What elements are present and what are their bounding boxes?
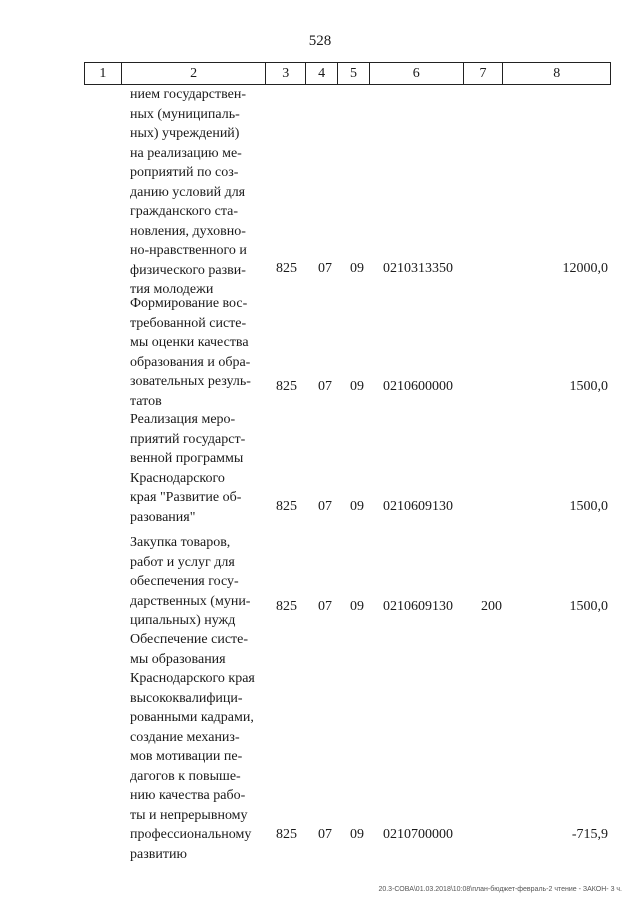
row-pr: 09: [350, 827, 364, 842]
row-name-line: Краснодарского: [130, 470, 225, 486]
row-pr: 09: [350, 379, 364, 394]
row-name-line: дагогов к повыше-: [130, 768, 241, 784]
row-name-line: высококвалифици-: [130, 690, 243, 706]
row-sum: -715,9: [571, 827, 608, 842]
row-name-line: на реализацию ме-: [130, 145, 242, 161]
row-name-line: обеспечения госу-: [130, 574, 239, 589]
header-col-8: 8: [553, 66, 561, 81]
row-name-line: тия молодежи: [130, 282, 214, 297]
row-name-line: ных) учреждений): [130, 126, 240, 141]
row-name-line: Формирование вос-: [130, 296, 248, 311]
row-name-line: профессиональному: [130, 827, 252, 842]
row-name-line: Закупка товаров,: [130, 535, 231, 550]
row-name: [130, 630, 265, 864]
row-name-line: нием государствен-: [130, 87, 247, 102]
row-name-line: ных (муниципаль-: [130, 106, 240, 122]
row-name-line: ты и непрерывному: [130, 807, 248, 823]
row-ved: 825: [276, 827, 297, 842]
row-rz: 07: [318, 261, 332, 276]
row-name-line: мы образования: [130, 651, 226, 667]
row-name-line: разования": [130, 509, 196, 525]
row-ved: 825: [276, 379, 297, 394]
row-vr: 200: [481, 599, 502, 614]
header-col-7: 7: [464, 63, 504, 84]
row-name: [130, 533, 265, 631]
header-col-2: 2: [122, 63, 266, 84]
row-name-line: создание механиз-: [130, 729, 240, 745]
header-col-3: 3: [266, 63, 306, 84]
row-ved: 825: [276, 599, 297, 614]
row-rz: 07: [318, 499, 332, 514]
row-name-line: венной программы: [130, 451, 244, 466]
row-name-line: ципальных) нужд: [130, 613, 236, 628]
row-csr: 0210609130: [383, 599, 453, 614]
row-ved: 825: [276, 499, 297, 514]
row-name-line: татов: [130, 393, 162, 409]
row-pr: 09: [350, 599, 364, 614]
row-name-line: края "Развитие об-: [130, 490, 242, 505]
row-name-line: роприятий по соз-: [130, 165, 239, 180]
row-name-line: гражданского ста-: [130, 204, 239, 219]
row-name-line: Краснодарского края: [130, 671, 255, 686]
header-col-1: 1: [85, 63, 122, 84]
row-name-line: нию качества рабо-: [130, 788, 246, 803]
row-rz: 07: [318, 827, 332, 842]
row-name-line: дарственных (муни-: [130, 593, 251, 609]
page-number: 528: [308, 33, 332, 49]
row-sum: 1500,0: [569, 599, 608, 614]
row-pr: 09: [350, 499, 364, 514]
row-name: [130, 410, 265, 527]
header-col-5: 5: [338, 63, 370, 84]
header-col-4: 4: [306, 63, 338, 84]
footer-file-path: 20.3-СОВА\01.03.2018\10:08\план-бюджет-февраль-2 чтение - ЗАКОН- 3 ч.: [378, 886, 622, 893]
row-sum: 1500,0: [569, 499, 608, 514]
row-name-line: требованной систе-: [130, 315, 247, 331]
row-name-line: данию условий для: [130, 184, 246, 200]
row-name: [130, 85, 265, 300]
row-name-line: развитию: [130, 846, 187, 862]
row-csr: 0210600000: [383, 379, 453, 394]
row-pr: 09: [350, 261, 364, 276]
row-sum: 12000,0: [562, 261, 608, 276]
row-name-line: мов мотивации пе-: [130, 749, 243, 764]
header-col-6: 6: [370, 63, 464, 84]
row-sum: 1500,0: [569, 379, 608, 394]
row-ved: 825: [276, 261, 297, 276]
row-name-line: Реализация меро-: [130, 412, 236, 427]
row-name-line: образования и обра-: [130, 354, 251, 370]
row-name-line: рованными кадрами,: [130, 710, 254, 725]
row-rz: 07: [318, 379, 332, 394]
row-name: [130, 294, 265, 411]
table-header: [84, 62, 611, 85]
row-name-line: но-нравственного и: [130, 243, 247, 258]
row-name-line: физического разви-: [130, 262, 246, 278]
row-name-line: работ и услуг для: [130, 554, 235, 570]
row-csr: 0210700000: [383, 827, 453, 842]
row-name-line: новления, духовно-: [130, 223, 246, 239]
row-name-line: зовательных резуль-: [130, 374, 251, 389]
row-csr: 0210609130: [383, 499, 453, 514]
row-name-line: приятий государст-: [130, 431, 246, 447]
row-csr: 0210313350: [383, 261, 453, 276]
row-name-line: мы оценки качества: [130, 335, 249, 350]
row-rz: 07: [318, 599, 332, 614]
row-name-line: Обеспечение систе-: [130, 632, 249, 647]
